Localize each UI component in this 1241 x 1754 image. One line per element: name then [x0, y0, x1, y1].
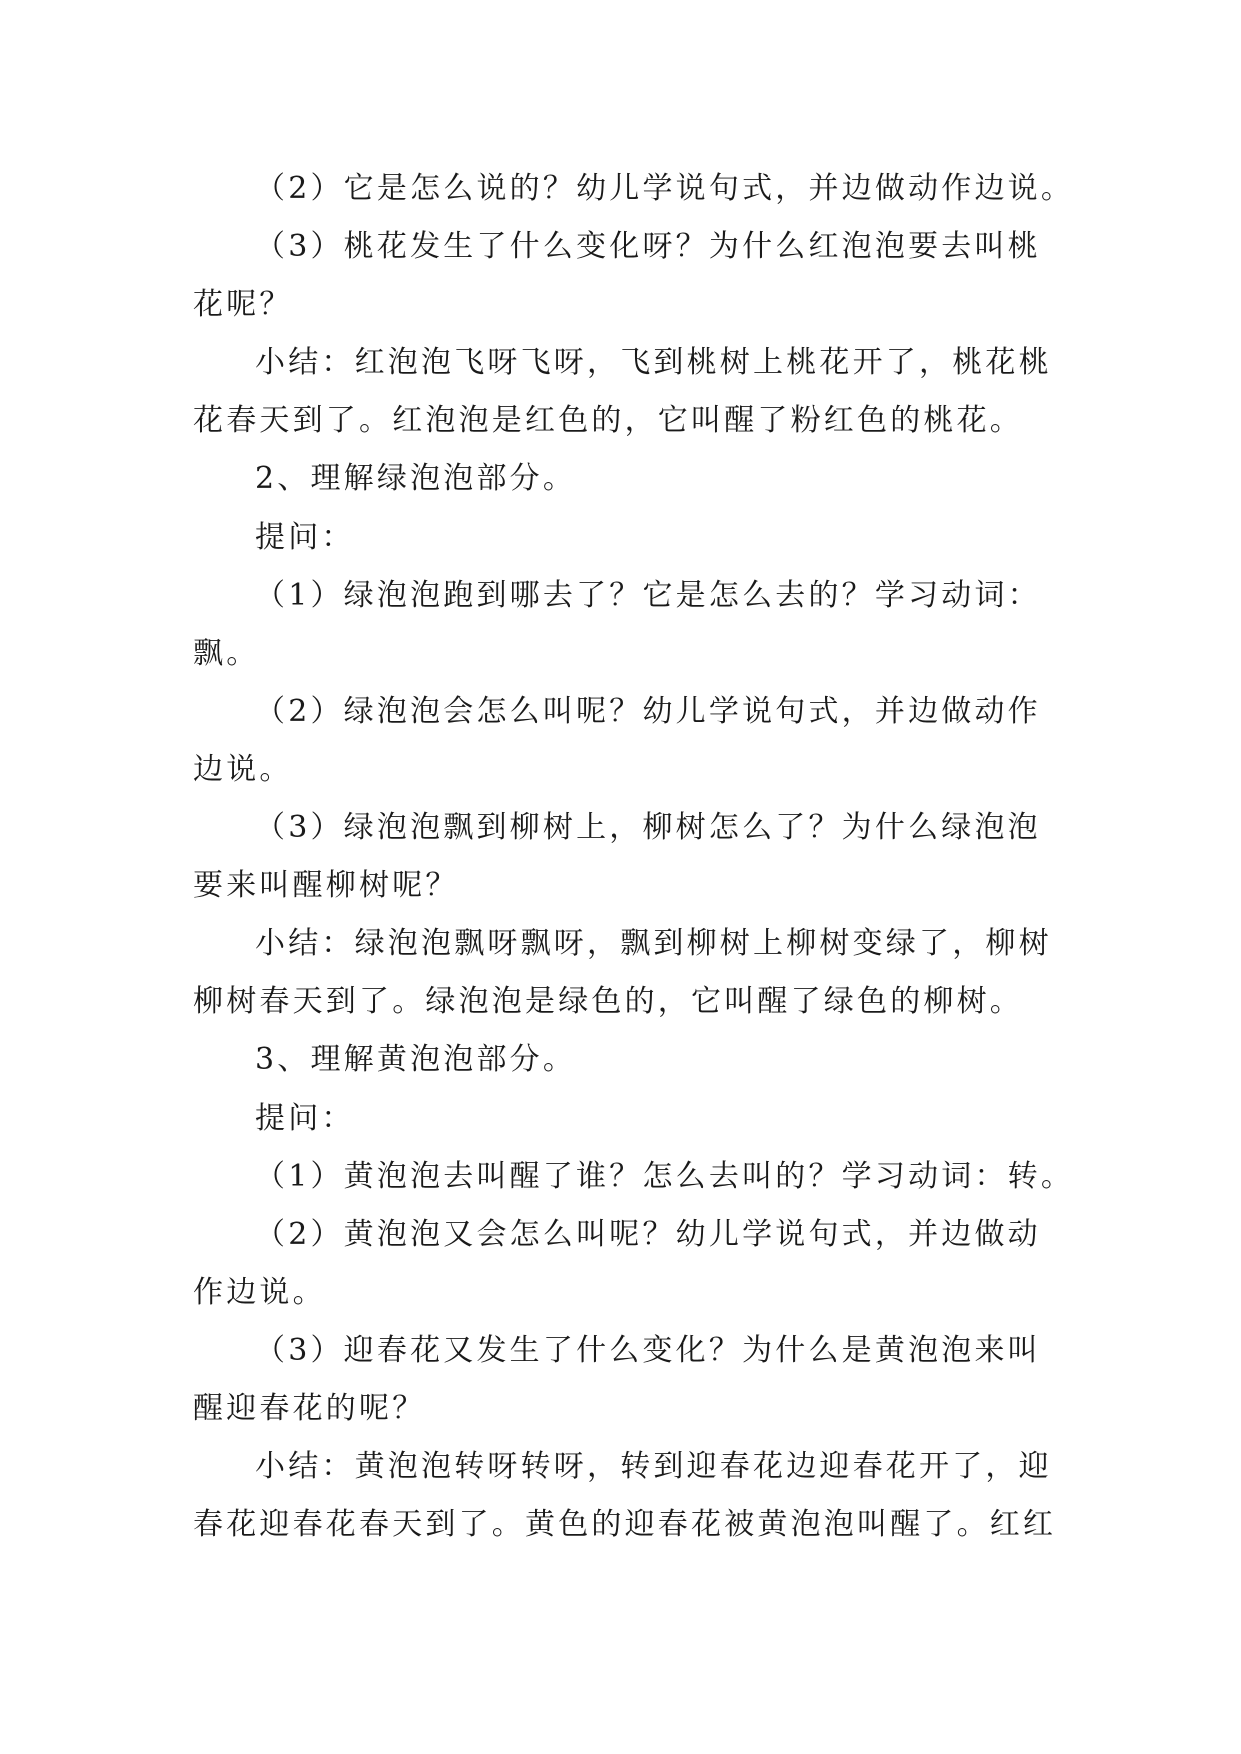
text-line: 飘。: [193, 635, 260, 671]
text-line: （3）绿泡泡飘到柳树上，柳树怎么了？为什么绿泡泡: [255, 810, 1041, 846]
text-line: （1）黄泡泡去叫醒了谁？怎么去叫的？学习动词：转。: [255, 1158, 1075, 1194]
text-line: 小结：红泡泡飞呀飞呀，飞到桃树上桃花开了，桃花桃: [255, 345, 1052, 381]
text-line: （3）迎春花又发生了什么变化？为什么是黄泡泡来叫: [255, 1332, 1041, 1368]
text-line: 要来叫醒柳树呢？: [193, 868, 459, 904]
text-line: 小结：绿泡泡飘呀飘呀，飘到柳树上柳树变绿了，柳树: [255, 926, 1052, 962]
section-heading: 2、理解绿泡泡部分。: [255, 461, 577, 497]
text-line: （2）绿泡泡会怎么叫呢？幼儿学说句式，并边做动作: [255, 693, 1041, 729]
text-line: （3）桃花发生了什么变化呀？为什么红泡泡要去叫桃: [255, 229, 1041, 265]
text-line: 花春天到了。红泡泡是红色的，它叫醒了粉红色的桃花。: [193, 403, 1023, 439]
text-line: 边说。: [193, 751, 293, 787]
text-line: 作边说。: [193, 1274, 326, 1310]
text-line: （2）黄泡泡又会怎么叫呢？幼儿学说句式，并边做动: [255, 1216, 1041, 1252]
document-body: [193, 160, 1075, 1554]
text-line: 柳树春天到了。绿泡泡是绿色的，它叫醒了绿色的柳树。: [193, 984, 1023, 1020]
text-line: 小结：黄泡泡转呀转呀，转到迎春花边迎春花开了，迎: [255, 1449, 1052, 1485]
text-line: 醒迎春花的呢？: [193, 1390, 426, 1426]
text-line: 花呢？: [193, 287, 293, 323]
text-line: 春花迎春花春天到了。黄色的迎春花被黄泡泡叫醒了。红红: [193, 1507, 1057, 1543]
text-line: 提问：: [255, 519, 355, 555]
text-line: （1）绿泡泡跑到哪去了？它是怎么去的？学习动词：: [255, 577, 1041, 613]
section-heading: 3、理解黄泡泡部分。: [255, 1042, 577, 1078]
text-line: 提问：: [255, 1100, 355, 1136]
text-line: （2）它是怎么说的？幼儿学说句式，并边做动作边说。: [255, 171, 1075, 206]
